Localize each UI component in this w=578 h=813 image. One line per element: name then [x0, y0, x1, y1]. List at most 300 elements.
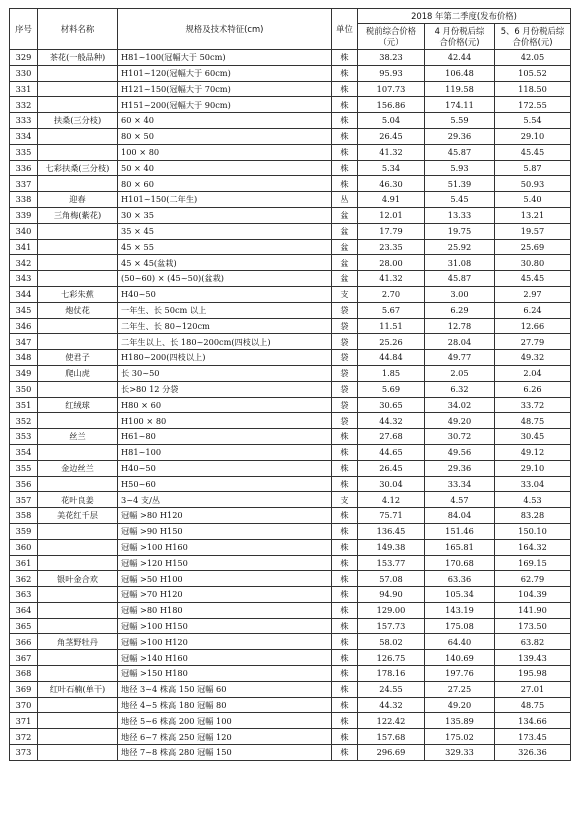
april-price: 13.33 [425, 207, 495, 223]
material-name [38, 128, 118, 144]
april-price: 165.81 [425, 539, 495, 555]
row-number: 340 [10, 223, 38, 239]
material-name [38, 713, 118, 729]
april-price: 4.57 [425, 492, 495, 508]
may-june-price: 2.97 [495, 286, 571, 302]
material-name [38, 223, 118, 239]
table-row [10, 666, 571, 682]
april-price: 175.08 [425, 618, 495, 634]
material-name: 炮仗花 [38, 302, 118, 318]
table-body [10, 50, 571, 761]
row-number: 330 [10, 65, 38, 81]
row-number: 357 [10, 492, 38, 508]
row-number: 348 [10, 350, 38, 366]
may-june-price: 6.24 [495, 302, 571, 318]
header-group-title: 2018 年第二季度(发布价格) [358, 9, 571, 24]
material-name [38, 650, 118, 666]
pretax-price: 296.69 [358, 745, 425, 761]
unit: 株 [332, 144, 358, 160]
row-number: 356 [10, 476, 38, 492]
may-june-price: 33.04 [495, 476, 571, 492]
pretax-price: 126.75 [358, 650, 425, 666]
pretax-price: 4.91 [358, 192, 425, 208]
april-price: 49.20 [425, 413, 495, 429]
spec-text: 30 × 35 [118, 207, 332, 223]
spec-text: 冠幅 >90 H150 [118, 523, 332, 539]
unit: 株 [332, 539, 358, 555]
april-price: 12.78 [425, 318, 495, 334]
pretax-price: 17.79 [358, 223, 425, 239]
april-price: 175.02 [425, 729, 495, 745]
material-name [38, 697, 118, 713]
row-number: 365 [10, 618, 38, 634]
may-june-price: 2.04 [495, 365, 571, 381]
row-number: 373 [10, 745, 38, 761]
material-name: 银叶金合欢 [38, 571, 118, 587]
table-row [10, 286, 571, 302]
spec-text: H40~50 [118, 286, 332, 302]
pretax-price: 38.23 [358, 50, 425, 66]
unit: 株 [332, 176, 358, 192]
unit: 盆 [332, 207, 358, 223]
table-row [10, 634, 571, 650]
row-number: 333 [10, 113, 38, 129]
material-name: 三角梅(紫花) [38, 207, 118, 223]
row-number: 366 [10, 634, 38, 650]
pretax-price: 30.65 [358, 397, 425, 413]
pretax-price: 75.71 [358, 508, 425, 524]
spec-text: 冠幅 >50 H100 [118, 571, 332, 587]
row-number: 367 [10, 650, 38, 666]
material-name [38, 729, 118, 745]
april-price: 19.75 [425, 223, 495, 239]
material-name [38, 271, 118, 287]
unit: 支 [332, 286, 358, 302]
may-june-price: 63.82 [495, 634, 571, 650]
april-price: 29.36 [425, 460, 495, 476]
unit: 株 [332, 81, 358, 97]
table-row [10, 97, 571, 113]
row-number: 360 [10, 539, 38, 555]
unit: 株 [332, 697, 358, 713]
may-june-price: 27.79 [495, 334, 571, 350]
material-name [38, 255, 118, 271]
table-row [10, 602, 571, 618]
may-june-price: 29.10 [495, 460, 571, 476]
table-row [10, 587, 571, 603]
april-price: 51.39 [425, 176, 495, 192]
pretax-price: 25.26 [358, 334, 425, 350]
material-name [38, 587, 118, 603]
may-june-price: 48.75 [495, 697, 571, 713]
spec-text: H180~200(四枝以上) [118, 350, 332, 366]
row-number: 362 [10, 571, 38, 587]
spec-text: H100 × 80 [118, 413, 332, 429]
table-row [10, 729, 571, 745]
may-june-price: 33.72 [495, 397, 571, 413]
may-june-price: 48.75 [495, 413, 571, 429]
spec-text: H81~100 [118, 444, 332, 460]
row-number: 372 [10, 729, 38, 745]
row-number: 336 [10, 160, 38, 176]
may-june-price: 150.10 [495, 523, 571, 539]
row-number: 345 [10, 302, 38, 318]
april-price: 6.32 [425, 381, 495, 397]
spec-text: 冠幅 >80 H180 [118, 602, 332, 618]
material-name [38, 523, 118, 539]
material-name: 红叶石楠(单干) [38, 681, 118, 697]
row-number: 354 [10, 444, 38, 460]
spec-text: H101~150(二年生) [118, 192, 332, 208]
may-june-price: 5.87 [495, 160, 571, 176]
unit: 株 [332, 444, 358, 460]
unit: 株 [332, 681, 358, 697]
row-number: 344 [10, 286, 38, 302]
pretax-price: 107.73 [358, 81, 425, 97]
april-price: 197.76 [425, 666, 495, 682]
may-june-price: 6.26 [495, 381, 571, 397]
may-june-price: 50.93 [495, 176, 571, 192]
table-row [10, 255, 571, 271]
row-number: 358 [10, 508, 38, 524]
table-row [10, 128, 571, 144]
table-row [10, 318, 571, 334]
table-row [10, 713, 571, 729]
table-row [10, 618, 571, 634]
spec-text: 100 × 80 [118, 144, 332, 160]
unit: 株 [332, 666, 358, 682]
spec-text: H40~50 [118, 460, 332, 476]
material-name [38, 381, 118, 397]
may-june-price: 326.36 [495, 745, 571, 761]
material-name [38, 539, 118, 555]
material-name: 角茎野牡丹 [38, 634, 118, 650]
may-june-price: 4.53 [495, 492, 571, 508]
material-name: 丝兰 [38, 429, 118, 445]
pretax-price: 24.55 [358, 681, 425, 697]
spec-text: 50 × 40 [118, 160, 332, 176]
unit: 盆 [332, 271, 358, 287]
may-june-price: 49.12 [495, 444, 571, 460]
table-row [10, 381, 571, 397]
unit: 株 [332, 429, 358, 445]
unit: 袋 [332, 413, 358, 429]
april-price: 143.19 [425, 602, 495, 618]
spec-text: 长>80 12 分袋 [118, 381, 332, 397]
spec-text: H101~120(冠幅大于 60cm) [118, 65, 332, 81]
pretax-price: 4.12 [358, 492, 425, 508]
material-name: 红绒球 [38, 397, 118, 413]
table-row [10, 223, 571, 239]
row-number: 338 [10, 192, 38, 208]
material-name: 花叶良姜 [38, 492, 118, 508]
may-june-price: 45.45 [495, 144, 571, 160]
pretax-price: 30.04 [358, 476, 425, 492]
table-row [10, 239, 571, 255]
row-number: 332 [10, 97, 38, 113]
spec-text: (50~60) × (45~50)(盆栽) [118, 271, 332, 287]
table-row [10, 476, 571, 492]
table-row [10, 350, 571, 366]
unit: 盆 [332, 239, 358, 255]
row-number: 331 [10, 81, 38, 97]
pretax-price: 157.73 [358, 618, 425, 634]
pretax-price: 178.16 [358, 666, 425, 682]
unit: 株 [332, 729, 358, 745]
spec-text: 冠幅 >100 H160 [118, 539, 332, 555]
row-number: 347 [10, 334, 38, 350]
april-price: 42.44 [425, 50, 495, 66]
pretax-price: 44.32 [358, 413, 425, 429]
pretax-price: 41.32 [358, 271, 425, 287]
table-row [10, 81, 571, 97]
row-number: 329 [10, 50, 38, 66]
unit: 株 [332, 602, 358, 618]
unit: 株 [332, 587, 358, 603]
pretax-price: 5.04 [358, 113, 425, 129]
spec-text: 冠幅 >100 H120 [118, 634, 332, 650]
unit: 株 [332, 128, 358, 144]
row-number: 349 [10, 365, 38, 381]
header-spec: 规格及技术特征(cm) [118, 9, 332, 50]
spec-text: 45 × 55 [118, 239, 332, 255]
unit: 株 [332, 650, 358, 666]
table-row [10, 492, 571, 508]
row-number: 370 [10, 697, 38, 713]
pretax-price: 44.84 [358, 350, 425, 366]
table-row [10, 429, 571, 445]
spec-text: H50~60 [118, 476, 332, 492]
table-row [10, 176, 571, 192]
april-price: 106.48 [425, 65, 495, 81]
material-name [38, 144, 118, 160]
spec-text: 60 × 40 [118, 113, 332, 129]
pretax-price: 26.45 [358, 460, 425, 476]
spec-text: 地径 4~5 株高 180 冠幅 80 [118, 697, 332, 713]
material-name [38, 476, 118, 492]
row-number: 352 [10, 413, 38, 429]
spec-text: H61~80 [118, 429, 332, 445]
may-june-price: 30.80 [495, 255, 571, 271]
april-price: 135.89 [425, 713, 495, 729]
april-price: 170.68 [425, 555, 495, 571]
table-row [10, 697, 571, 713]
pretax-price: 122.42 [358, 713, 425, 729]
may-june-price: 45.45 [495, 271, 571, 287]
row-number: 359 [10, 523, 38, 539]
unit: 株 [332, 713, 358, 729]
material-name [38, 555, 118, 571]
spec-text: 冠幅 >150 H180 [118, 666, 332, 682]
row-number: 339 [10, 207, 38, 223]
may-june-price: 173.50 [495, 618, 571, 634]
material-name: 七彩扶桑(三分枝) [38, 160, 118, 176]
april-price: 5.93 [425, 160, 495, 176]
table-row [10, 365, 571, 381]
pretax-price: 41.32 [358, 144, 425, 160]
spec-text: 冠幅 >70 H120 [118, 587, 332, 603]
table-row [10, 160, 571, 176]
pretax-price: 5.69 [358, 381, 425, 397]
april-price: 30.72 [425, 429, 495, 445]
spec-text: H151~200(冠幅大于 90cm) [118, 97, 332, 113]
pretax-price: 156.86 [358, 97, 425, 113]
table-row [10, 397, 571, 413]
price-table [9, 8, 571, 761]
spec-text: H81~100(冠幅大于 50cm) [118, 50, 332, 66]
pretax-price: 44.65 [358, 444, 425, 460]
april-price: 6.29 [425, 302, 495, 318]
header-pretax-price: 税前综合价格 （元） [358, 24, 425, 50]
material-name [38, 334, 118, 350]
pretax-price: 27.68 [358, 429, 425, 445]
april-price: 63.36 [425, 571, 495, 587]
table-row [10, 207, 571, 223]
may-june-price: 105.52 [495, 65, 571, 81]
unit: 株 [332, 97, 358, 113]
pretax-price: 2.70 [358, 286, 425, 302]
april-price: 45.87 [425, 271, 495, 287]
material-name [38, 65, 118, 81]
spec-text: 地径 3~4 株高 150 冠幅 60 [118, 681, 332, 697]
may-june-price: 5.54 [495, 113, 571, 129]
material-name [38, 666, 118, 682]
april-price: 2.05 [425, 365, 495, 381]
table-row [10, 50, 571, 66]
material-name [38, 745, 118, 761]
april-price: 27.25 [425, 681, 495, 697]
material-name [38, 413, 118, 429]
table-row [10, 271, 571, 287]
may-june-price: 12.66 [495, 318, 571, 334]
may-june-price: 118.50 [495, 81, 571, 97]
spec-text: 二年生以上、长 180~200cm(四枝以上) [118, 334, 332, 350]
row-number: 363 [10, 587, 38, 603]
april-price: 84.04 [425, 508, 495, 524]
table-row [10, 539, 571, 555]
pretax-price: 153.77 [358, 555, 425, 571]
unit: 盆 [332, 255, 358, 271]
april-price: 64.40 [425, 634, 495, 650]
material-name [38, 239, 118, 255]
spec-text: 地径 7~8 株高 280 冠幅 150 [118, 745, 332, 761]
table-row [10, 571, 571, 587]
material-name [38, 602, 118, 618]
unit: 株 [332, 65, 358, 81]
unit: 袋 [332, 334, 358, 350]
unit: 支 [332, 492, 358, 508]
may-june-price: 27.01 [495, 681, 571, 697]
row-number: 337 [10, 176, 38, 192]
pretax-price: 11.51 [358, 318, 425, 334]
pretax-price: 28.00 [358, 255, 425, 271]
may-june-price: 169.15 [495, 555, 571, 571]
unit: 袋 [332, 350, 358, 366]
april-price: 119.58 [425, 81, 495, 97]
unit: 丛 [332, 192, 358, 208]
table-row [10, 745, 571, 761]
table-row [10, 555, 571, 571]
header-unit: 单位 [332, 9, 358, 50]
spec-text: 长 30~50 [118, 365, 332, 381]
april-price: 105.34 [425, 587, 495, 603]
material-name: 使君子 [38, 350, 118, 366]
unit: 株 [332, 113, 358, 129]
spec-text: 冠幅 >80 H120 [118, 508, 332, 524]
pretax-price: 5.67 [358, 302, 425, 318]
april-price: 33.34 [425, 476, 495, 492]
april-price: 3.00 [425, 286, 495, 302]
april-price: 29.36 [425, 128, 495, 144]
table-row [10, 523, 571, 539]
spec-text: 冠幅 >140 H160 [118, 650, 332, 666]
pretax-price: 57.08 [358, 571, 425, 587]
may-june-price: 49.32 [495, 350, 571, 366]
april-price: 5.45 [425, 192, 495, 208]
april-price: 28.04 [425, 334, 495, 350]
april-price: 174.11 [425, 97, 495, 113]
material-name [38, 176, 118, 192]
unit: 袋 [332, 381, 358, 397]
pretax-price: 149.38 [358, 539, 425, 555]
header-no: 序号 [10, 9, 38, 50]
spec-text: 地径 6~7 株高 250 冠幅 120 [118, 729, 332, 745]
unit: 株 [332, 160, 358, 176]
row-number: 364 [10, 602, 38, 618]
spec-text: 45 × 45(盆栽) [118, 255, 332, 271]
row-number: 334 [10, 128, 38, 144]
table-row [10, 302, 571, 318]
spec-text: 冠幅 >100 H150 [118, 618, 332, 634]
row-number: 351 [10, 397, 38, 413]
material-name: 扶桑(三分枝) [38, 113, 118, 129]
unit: 株 [332, 460, 358, 476]
may-june-price: 104.39 [495, 587, 571, 603]
april-price: 49.77 [425, 350, 495, 366]
material-name [38, 318, 118, 334]
spec-text: 一年生、长 50cm 以上 [118, 302, 332, 318]
row-number: 343 [10, 271, 38, 287]
header-material: 材料名称 [38, 9, 118, 50]
spec-text: 35 × 45 [118, 223, 332, 239]
april-price: 25.92 [425, 239, 495, 255]
material-name [38, 97, 118, 113]
may-june-price: 13.21 [495, 207, 571, 223]
material-name: 迎春 [38, 192, 118, 208]
row-number: 361 [10, 555, 38, 571]
row-number: 341 [10, 239, 38, 255]
material-name [38, 618, 118, 634]
row-number: 353 [10, 429, 38, 445]
april-price: 31.08 [425, 255, 495, 271]
pretax-price: 12.01 [358, 207, 425, 223]
may-june-price: 25.69 [495, 239, 571, 255]
spec-text: 80 × 50 [118, 128, 332, 144]
table-row [10, 681, 571, 697]
may-june-price: 42.05 [495, 50, 571, 66]
unit: 株 [332, 618, 358, 634]
header-april-price: 4 月份税后综 合价格(元) [425, 24, 495, 50]
april-price: 151.46 [425, 523, 495, 539]
pretax-price: 94.90 [358, 587, 425, 603]
spec-text: 3~4 支/丛 [118, 492, 332, 508]
material-name: 金边丝兰 [38, 460, 118, 476]
pretax-price: 5.34 [358, 160, 425, 176]
may-june-price: 172.55 [495, 97, 571, 113]
spec-text: 地径 5~6 株高 200 冠幅 100 [118, 713, 332, 729]
material-name: 茶花(一般品种) [38, 50, 118, 66]
table-row [10, 113, 571, 129]
